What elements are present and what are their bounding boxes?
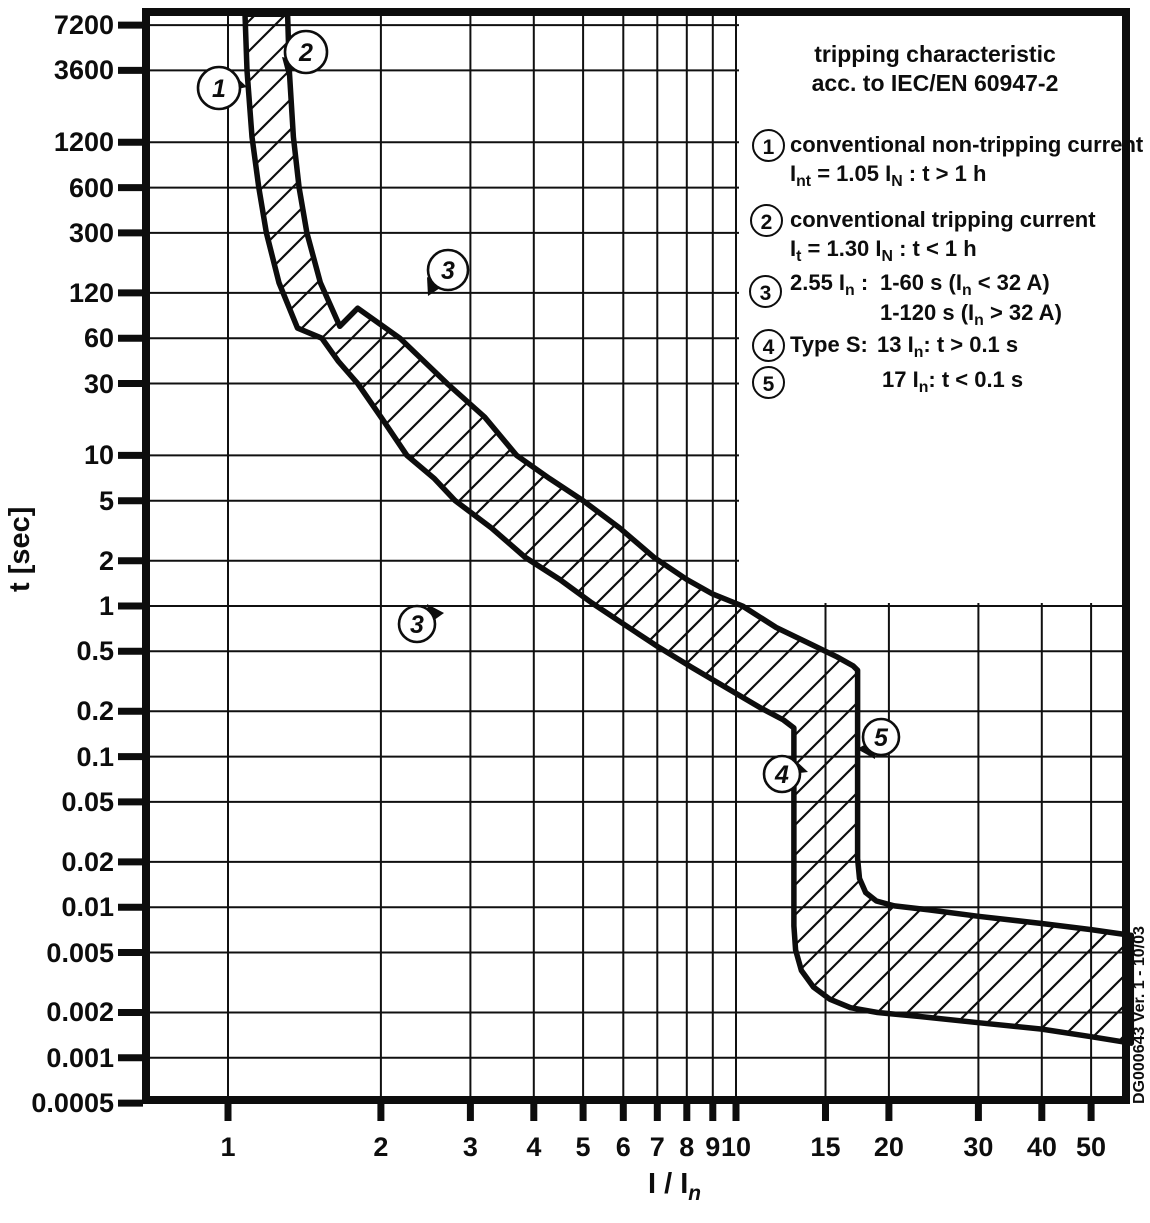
x-tick-label: 30	[963, 1132, 994, 1162]
y-tick-label: 0.02	[61, 846, 114, 877]
x-tick-label: 6	[615, 1132, 631, 1162]
y-tick-label: 300	[68, 217, 114, 248]
legend-item-2-formula: $I_t = 1.30$ $I_N$ : t < 1 h	[790, 236, 977, 265]
y-tick-label: 600	[68, 172, 114, 203]
y-axis-title: t [sec]	[4, 506, 36, 592]
y-tick-label: 1200	[53, 127, 114, 158]
legend-item-3-line-a: 1-60 s ($I_n < 32$ A)	[880, 270, 1050, 299]
legend-title-line2: acc. to IEC/EN 60947-2	[811, 70, 1059, 96]
x-tick-label: 20	[873, 1132, 904, 1162]
y-tick-label: 0.2	[76, 696, 114, 727]
x-tick-label: 40	[1026, 1132, 1057, 1162]
marker-number: 1	[212, 75, 226, 103]
x-tick-label: 9	[705, 1132, 721, 1162]
x-tick-label: 50	[1076, 1132, 1107, 1162]
y-tick-label: 0.1	[76, 741, 114, 772]
x-tick-label: 7	[649, 1132, 665, 1162]
legend-badge-5: 5	[752, 366, 785, 399]
marker-number: 3	[410, 611, 424, 639]
legend-badge-1: 1	[752, 129, 785, 162]
x-tick-label: 4	[526, 1132, 542, 1162]
y-tick-label: 30	[83, 368, 114, 399]
y-tick-label: 7200	[53, 10, 114, 41]
x-tick-label: 3	[462, 1132, 478, 1162]
y-tick-label: 5	[98, 485, 114, 516]
x-tick-label: 1	[220, 1132, 236, 1162]
x-axis-title	[648, 1168, 702, 1205]
y-tick-label: 0.5	[76, 636, 114, 667]
y-tick-label: 0.002	[46, 997, 114, 1028]
legend-item-3-prefix: 2.55 $I_n$ :	[790, 270, 869, 299]
y-tick-label: 0.05	[61, 786, 114, 817]
legend-item-4-label: Type S:	[790, 332, 868, 357]
y-tick-label: 0.001	[46, 1042, 114, 1073]
y-tick-label: 10	[83, 440, 114, 471]
x-tick-label: 8	[679, 1132, 695, 1162]
y-tick-label: 2	[98, 545, 114, 576]
marker-number: 3	[441, 257, 455, 285]
y-tick-label: 120	[68, 277, 114, 308]
x-tick-label: 2	[373, 1132, 389, 1162]
legend-item-2-text: conventional tripping current	[790, 207, 1096, 232]
legend-badge-2: 2	[750, 204, 783, 237]
legend-item-5-value: 17 $I_n$: t < 0.1 s	[882, 367, 1024, 396]
legend-title	[745, 40, 1125, 98]
legend-badge-3: 3	[749, 275, 782, 308]
y-tick-label: 60	[83, 323, 114, 354]
x-axis-title-subscript: n	[688, 1181, 702, 1205]
y-tick-label: 0.01	[61, 892, 114, 923]
y-tick-label: 0.005	[46, 937, 114, 968]
x-tick-label: 10	[720, 1132, 752, 1162]
y-tick-label: 3600	[53, 55, 114, 86]
marker-number: 4	[775, 761, 789, 789]
legend-item-4-value: 13 $I_n$: t > 0.1 s	[877, 332, 1019, 361]
x-tick-label: 5	[575, 1132, 591, 1162]
legend-item-1-formula: $I_{nt} = 1.05$ $I_N$ : t > 1 h	[790, 161, 987, 190]
x-tick-label: 15	[810, 1132, 841, 1162]
document-reference: DG000643 Ver. 1 - 10/03	[1131, 926, 1148, 1104]
marker-number: 2	[299, 39, 313, 67]
legend-badge-4: 4	[752, 329, 785, 362]
y-tick-label: 1	[98, 591, 114, 621]
legend-title-line1: tripping characteristic	[814, 41, 1056, 67]
x-axis-title-base: I / I	[648, 1168, 689, 1200]
legend-item-1-text: conventional non-tripping current	[790, 132, 1144, 157]
marker-number: 5	[874, 724, 888, 752]
y-tick-label: 0.0005	[31, 1088, 114, 1119]
legend-item-3-line-b: 1-120 s ($I_n > 32$ A)	[880, 300, 1062, 329]
